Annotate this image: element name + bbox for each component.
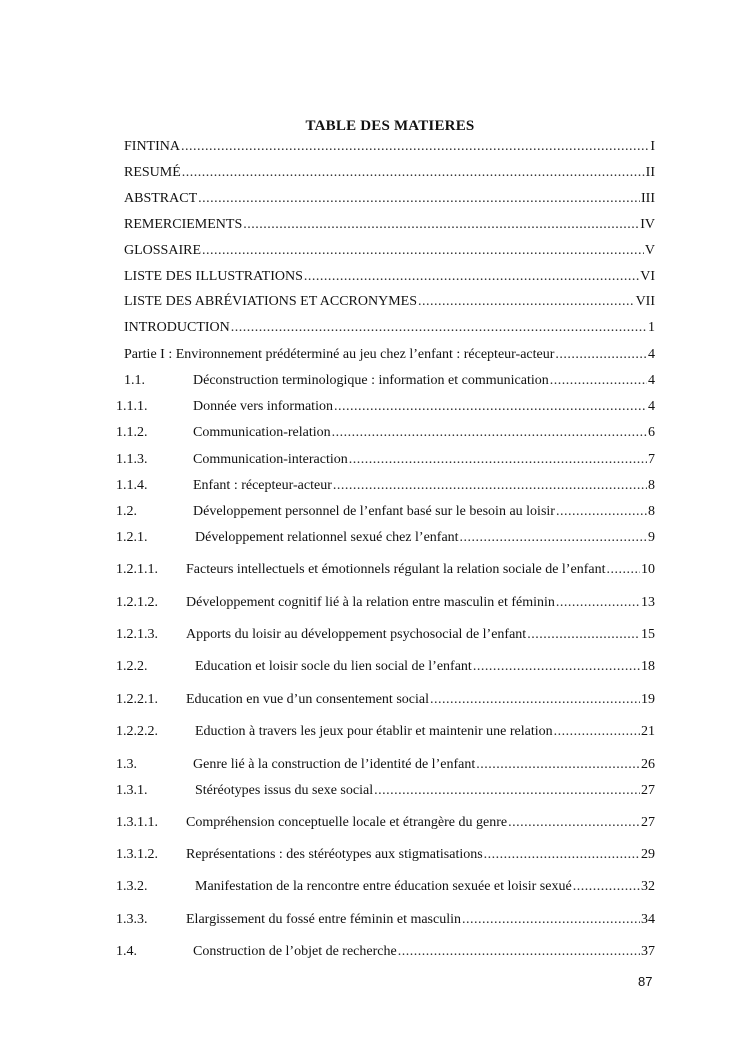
toc-entry-number: 1.4. <box>116 944 137 959</box>
toc-entry-number: 1.3.1. <box>116 783 148 798</box>
toc-entry-title: Compréhension conceptuelle locale et étrangère du genre <box>186 815 508 830</box>
toc-entry-title: Donnée vers information <box>193 399 333 414</box>
dot-leader <box>398 942 640 962</box>
toc-entry[interactable] <box>0 502 745 522</box>
toc-entry-title: GLOSSAIRE <box>124 243 202 258</box>
toc-entry-number: 1.3. <box>116 757 137 772</box>
toc-entry-title: RESUMÉ <box>124 165 181 180</box>
toc-entry[interactable] <box>0 292 745 312</box>
toc-entry-number: 1.2. <box>116 504 137 519</box>
toc-entry-title: Education et loisir socle du lien social de l’enfant <box>195 659 472 674</box>
toc-entry-page: 8 <box>648 478 655 493</box>
toc-entry-title: Développement personnel de l’enfant basé sur le besoin au loisir <box>193 504 555 519</box>
toc-entry[interactable] <box>0 625 745 645</box>
toc-entry[interactable] <box>0 318 745 338</box>
toc-entry[interactable] <box>0 528 745 548</box>
toc-entry-page: III <box>641 191 655 206</box>
page-number: 87 <box>638 974 653 989</box>
toc-entry[interactable] <box>0 593 745 613</box>
toc-entry-title: Genre lié à la construction de l’identité de l’enfant <box>193 757 476 772</box>
toc-entry-page: V <box>644 243 655 258</box>
toc-entry-number: 1.3.1.2. <box>116 847 158 862</box>
toc-entry-number: 1.2.2. <box>116 659 148 674</box>
dot-leader <box>202 241 644 261</box>
toc-entry-title: LISTE DES ILLUSTRATIONS <box>124 269 303 284</box>
dot-leader <box>304 267 639 287</box>
toc-entry-title: Communication-interaction <box>193 452 348 467</box>
dot-leader <box>556 593 640 613</box>
dot-leader <box>556 502 647 522</box>
toc-entry-number: 1.3.2. <box>116 879 148 894</box>
toc-entry-number: 1.1.4. <box>116 478 148 493</box>
dot-leader <box>508 813 640 833</box>
toc-entry[interactable] <box>0 813 745 833</box>
toc-entry-page: 15 <box>641 627 655 642</box>
toc-entry-number: 1.2.2.2. <box>116 724 158 739</box>
toc-entry-page: 34 <box>641 912 655 927</box>
dot-leader <box>349 450 647 470</box>
toc-entry-title: Développement cognitif lié à la relation entre masculin et féminin <box>186 595 555 610</box>
toc-entry-page: 37 <box>641 944 655 959</box>
dot-leader <box>484 845 640 865</box>
dot-leader <box>462 910 640 930</box>
toc-entry-number: 1.2.1.2. <box>116 595 158 610</box>
toc-entry-title: Construction de l’objet de recherche <box>193 944 397 959</box>
toc-entry-page: 18 <box>641 659 655 674</box>
toc-entry-title: Education en vue d’un consentement social <box>186 692 429 707</box>
toc-entry-number: 1.2.1.1. <box>116 562 158 577</box>
toc-entry-number: 1.2.2.1. <box>116 692 158 707</box>
toc-entry-title: Manifestation de la rencontre entre éducation sexuée et loisir sexué <box>195 879 572 894</box>
toc-entry[interactable] <box>0 267 745 287</box>
toc-entry-page: II <box>645 165 655 180</box>
toc-entry[interactable] <box>0 397 745 417</box>
toc-entry-page: 21 <box>641 724 655 739</box>
toc-entry-title: Enfant : récepteur-acteur <box>193 478 332 493</box>
toc-entry[interactable] <box>0 942 745 962</box>
dot-leader <box>476 755 640 775</box>
toc-entry-page: 8 <box>648 504 655 519</box>
dot-leader <box>374 781 640 801</box>
toc-entry[interactable] <box>0 345 745 365</box>
toc-entry-page: 9 <box>648 530 655 545</box>
toc-entry[interactable] <box>0 371 745 391</box>
dot-leader <box>555 345 647 365</box>
toc-entry-number: 1.1.2. <box>116 425 148 440</box>
toc-entry[interactable] <box>0 657 745 677</box>
toc-entry-number: 1.3.3. <box>116 912 148 927</box>
dot-leader <box>554 722 640 742</box>
toc-entry-title: Facteurs intellectuels et émotionnels régulant la relation sociale de l’enfant <box>186 562 606 577</box>
toc-entry-page: 1 <box>648 320 655 335</box>
toc-entry-page: I <box>650 139 655 154</box>
toc-entry-page: 4 <box>648 399 655 414</box>
toc-entry-title: Elargissement du fossé entre féminin et masculin <box>186 912 462 927</box>
toc-entry-page: 29 <box>641 847 655 862</box>
toc-entry-title: Représentations : des stéréotypes aux stigmatisations <box>186 847 483 862</box>
toc-entry-title: ABSTRACT <box>124 191 198 206</box>
toc-entry-title: Communication-relation <box>193 425 331 440</box>
toc-entry-title: Eduction à travers les jeux pour établir et maintenir une relation <box>195 724 553 739</box>
toc-entry-page: 27 <box>641 815 655 830</box>
toc-entry-number: 1.1.1. <box>116 399 148 414</box>
dot-leader <box>181 137 649 157</box>
toc-entry-page: VI <box>640 269 655 284</box>
toc-entry[interactable] <box>0 450 745 470</box>
dot-leader <box>231 318 647 338</box>
toc-entry-number: 1.1. <box>124 373 145 388</box>
toc-entry-number: 1.3.1.1. <box>116 815 158 830</box>
dot-leader <box>430 690 640 710</box>
toc-entry[interactable] <box>0 877 745 897</box>
toc-entry-page: VII <box>635 294 655 309</box>
toc-entry-page: 7 <box>648 452 655 467</box>
toc-entry-number: 1.2.1.3. <box>116 627 158 642</box>
toc-entry[interactable] <box>0 215 745 235</box>
toc-entry-title: Partie I : Environnement prédéterminé au jeu chez l’enfant : récepteur-acteur <box>124 347 555 362</box>
toc-entry[interactable] <box>0 189 745 209</box>
toc-entry[interactable] <box>0 137 745 157</box>
dot-leader <box>527 625 640 645</box>
toc-entry[interactable] <box>0 241 745 261</box>
dot-leader <box>332 423 647 443</box>
toc-entry[interactable] <box>0 755 745 775</box>
dot-leader <box>418 292 635 312</box>
toc-entry-number: 1.2.1. <box>116 530 148 545</box>
toc-entry-page: 19 <box>641 692 655 707</box>
dot-leader <box>334 397 647 417</box>
toc-entry-title: REMERCIEMENTS <box>124 217 243 232</box>
toc-entry[interactable] <box>0 781 745 801</box>
toc-entry-title: LISTE DES ABRÉVIATIONS ET ACCRONYMES <box>124 294 417 309</box>
toc-entry-page: 4 <box>648 373 655 388</box>
dot-leader <box>182 163 645 183</box>
toc-entry-page: 27 <box>641 783 655 798</box>
toc-entry-page: 10 <box>641 562 655 577</box>
toc-entry-title: FINTINA <box>124 139 180 154</box>
toc-entry[interactable] <box>0 476 745 496</box>
toc-entry-title: INTRODUCTION <box>124 320 230 335</box>
toc-entry[interactable] <box>0 423 745 443</box>
dot-leader <box>606 560 640 580</box>
toc-entry-title: Déconstruction terminologique : information et communication <box>193 373 549 388</box>
dot-leader <box>243 215 639 235</box>
toc-entry-page: IV <box>640 217 655 232</box>
toc-entry-number: 1.1.3. <box>116 452 148 467</box>
dot-leader <box>573 877 640 897</box>
toc-entry[interactable] <box>0 163 745 183</box>
dot-leader <box>198 189 640 209</box>
toc-entry-page: 26 <box>641 757 655 772</box>
toc-entry-page: 13 <box>641 595 655 610</box>
toc-entry[interactable] <box>0 722 745 742</box>
dot-leader <box>333 476 647 496</box>
toc-entry-title: Apports du loisir au développement psychosocial de l’enfant <box>186 627 527 642</box>
toc-entry[interactable] <box>0 845 745 865</box>
toc-entry-title: Développement relationnel sexué chez l’enfant <box>195 530 459 545</box>
toc-entry-page: 6 <box>648 425 655 440</box>
page-title: TABLE DES MATIERES <box>305 118 475 134</box>
toc-entry-page: 32 <box>641 879 655 894</box>
dot-leader <box>473 657 640 677</box>
toc-entry-page: 4 <box>648 347 655 362</box>
dot-leader <box>550 371 647 391</box>
toc-entry[interactable] <box>0 690 745 710</box>
dot-leader <box>460 528 647 548</box>
toc-entry[interactable] <box>0 910 745 930</box>
toc-entry[interactable] <box>0 560 745 580</box>
toc-entry-title: Stéréotypes issus du sexe social <box>195 783 374 798</box>
